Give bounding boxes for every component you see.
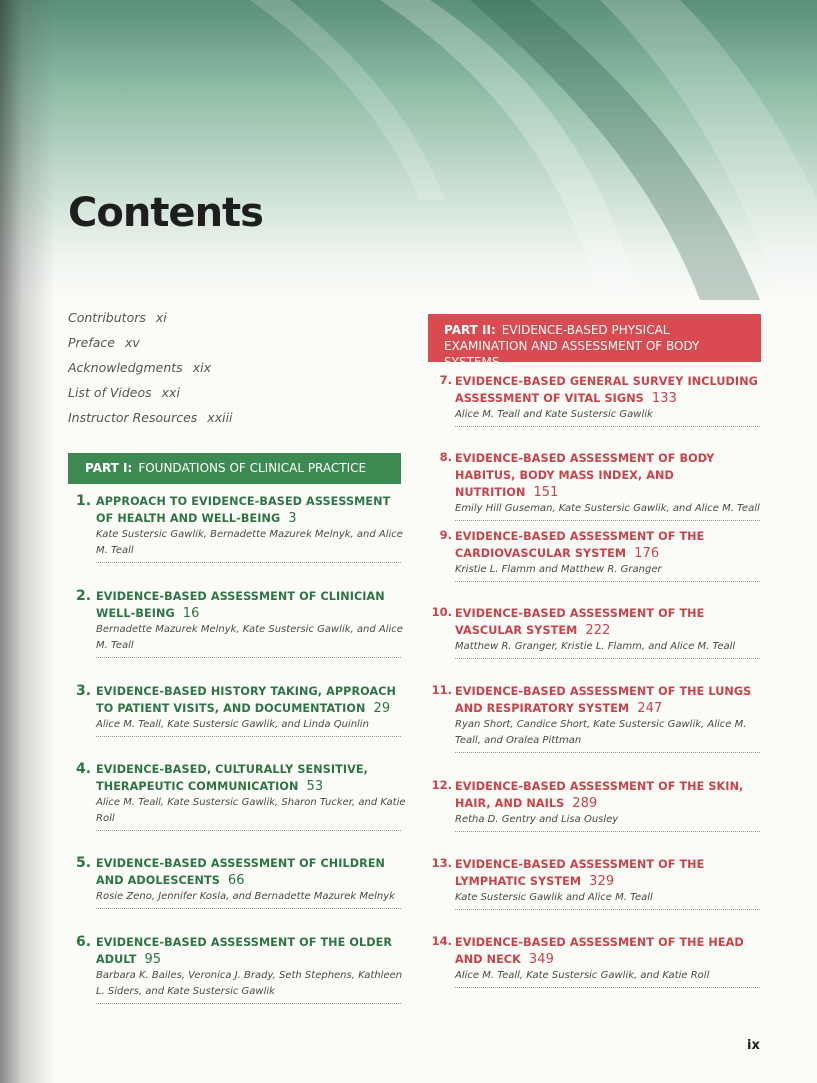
front-matter-page: xi <box>155 310 167 325</box>
chapter-divider <box>455 581 760 582</box>
chapter-title: EVIDENCE-BASED ASSESSMENT OF THE OLDER ADULT <box>96 936 393 966</box>
chapter-page: 151 <box>533 485 559 500</box>
chapter-number: 13. <box>431 856 452 870</box>
chapter-number: 4. <box>76 761 92 777</box>
chapter-title: EVIDENCE-BASED ASSESSMENT OF BODY HABITUS, BODY MASS INDEX, AND NUTRITION <box>455 452 715 499</box>
chapter-page: 66 <box>227 873 245 888</box>
part-2-title: EVIDENCE-BASED PHYSICAL EXAMINATION AND ASSESSMENT OF BODY SYSTEMS <box>444 323 700 369</box>
chapter-entry[interactable] <box>430 528 765 582</box>
chapter-page: 289 <box>572 796 598 811</box>
front-matter-item[interactable] <box>68 385 368 410</box>
chapter-number: 7. <box>439 373 452 387</box>
chapter-divider <box>455 520 760 521</box>
chapter-divider <box>455 426 760 427</box>
chapter-page: 133 <box>651 391 677 406</box>
chapter-divider <box>455 752 760 753</box>
chapter-entry[interactable] <box>430 683 765 753</box>
chapter-number: 10. <box>431 605 452 619</box>
chapter-divider <box>455 658 760 659</box>
chapter-title: EVIDENCE-BASED GENERAL SURVEY INCLUDING ASSESSMENT OF VITAL SIGNS <box>455 375 758 405</box>
front-matter-page: xxi <box>161 385 180 400</box>
chapter-entry[interactable] <box>76 683 411 737</box>
chapter-title: EVIDENCE-BASED ASSESSMENT OF THE LUNGS AND RESPIRATORY SYSTEM <box>455 685 752 715</box>
chapter-entry[interactable] <box>76 855 411 909</box>
chapter-number: 12. <box>431 778 452 792</box>
chapter-number: 9. <box>439 528 452 542</box>
chapter-authors: Alice M. Teall, Kate Sustersic Gawlik, and Katie Roll <box>455 970 710 981</box>
front-matter-label: Instructor Resources <box>68 410 198 425</box>
chapter-divider <box>455 909 760 910</box>
front-matter-item[interactable] <box>68 410 368 435</box>
chapter-entry[interactable] <box>430 450 765 521</box>
chapter-page: 95 <box>144 952 162 967</box>
chapter-authors: Alice M. Teall, Kate Sustersic Gawlik, and Linda Quinlin <box>96 719 369 730</box>
chapter-page: 247 <box>637 701 663 716</box>
chapter-authors: Emily Hill Guseman, Kate Sustersic Gawlik, and Alice M. Teall <box>455 503 760 514</box>
chapter-entry[interactable] <box>76 493 411 563</box>
chapter-number: 5. <box>76 855 92 871</box>
chapter-divider <box>96 1003 401 1004</box>
chapter-number: 8. <box>439 450 452 464</box>
chapter-page: 16 <box>182 606 200 621</box>
chapter-divider <box>96 830 401 831</box>
chapter-title: EVIDENCE-BASED ASSESSMENT OF THE CARDIOVASCULAR SYSTEM <box>455 530 705 560</box>
front-matter-label: Preface <box>68 335 115 350</box>
chapter-page: 222 <box>585 623 611 638</box>
front-matter-page: xxiii <box>207 410 233 425</box>
chapter-authors: Kate Sustersic Gawlik, Bernadette Mazurek Melnyk, and Alice M. Teall <box>96 529 403 556</box>
chapter-divider <box>455 987 760 988</box>
front-matter-item[interactable] <box>68 360 368 385</box>
chapter-entry[interactable] <box>430 934 765 988</box>
chapter-title: EVIDENCE-BASED ASSESSMENT OF THE VASCULAR SYSTEM <box>455 607 705 637</box>
chapter-title: EVIDENCE-BASED ASSESSMENT OF CLINICIAN WELL-BEING <box>96 590 385 620</box>
chapter-entry[interactable] <box>76 761 411 831</box>
part-1-banner <box>68 453 401 484</box>
chapter-authors: Matthew R. Granger, Kristie L. Flamm, and Alice M. Teall <box>455 641 736 652</box>
chapter-divider <box>96 562 401 563</box>
front-matter-list <box>68 310 368 435</box>
page-title: Contents <box>68 190 263 236</box>
chapter-number: 2. <box>76 588 92 604</box>
page-number: ix <box>747 1038 760 1053</box>
chapter-entry[interactable] <box>430 856 765 910</box>
chapter-number: 11. <box>431 683 452 697</box>
chapter-page: 349 <box>528 952 555 967</box>
chapter-title: EVIDENCE-BASED ASSESSMENT OF THE HEAD AND NECK <box>455 936 744 966</box>
chapter-title: EVIDENCE-BASED ASSESSMENT OF THE SKIN, HAIR, AND NAILS <box>455 780 744 810</box>
chapter-authors: Bernadette Mazurek Melnyk, Kate Sustersic Gawlik, and Alice M. Teall <box>96 624 403 651</box>
chapter-authors: Kristie L. Flamm and Matthew R. Granger <box>455 564 662 575</box>
front-matter-page: xv <box>125 335 140 350</box>
chapter-title: EVIDENCE-BASED, CULTURALLY SENSITIVE, THERAPEUTIC COMMUNICATION <box>96 763 368 793</box>
chapter-authors: Alice M. Teall, Kate Sustersic Gawlik, Sharon Tucker, and Katie Roll <box>96 797 406 824</box>
chapter-divider <box>455 831 760 832</box>
part-2-label: PART II: <box>444 323 496 337</box>
chapter-divider <box>96 657 401 658</box>
chapter-title: EVIDENCE-BASED HISTORY TAKING, APPROACH TO PATIENT VISITS, AND DOCUMENTATION <box>96 685 396 715</box>
chapter-divider <box>96 908 401 909</box>
chapter-page: 329 <box>589 874 615 889</box>
chapter-authors: Kate Sustersic Gawlik and Alice M. Teall <box>455 892 653 903</box>
chapter-number: 14. <box>431 934 452 948</box>
chapter-entry[interactable] <box>430 778 765 832</box>
chapter-number: 6. <box>76 934 92 950</box>
chapter-authors: Barbara K. Bailes, Veronica J. Brady, Seth Stephens, Kathleen L. Siders, and Kate Sustersic Gawlik <box>96 970 403 997</box>
chapter-entry[interactable] <box>76 934 411 1004</box>
part-1-label: PART I: <box>85 461 133 475</box>
chapter-title: APPROACH TO EVIDENCE-BASED ASSESSMENT OF HEALTH AND WELL-BEING <box>96 495 391 525</box>
chapter-authors: Alice M. Teall and Kate Sustersic Gawlik <box>455 409 653 420</box>
chapter-title: EVIDENCE-BASED ASSESSMENT OF CHILDREN AND ADOLESCENTS <box>96 857 386 887</box>
chapter-authors: Rosie Zeno, Jennifer Kosla, and Bernadette Mazurek Melnyk <box>96 891 395 902</box>
chapter-entry[interactable] <box>430 373 765 427</box>
chapter-title: EVIDENCE-BASED ASSESSMENT OF THE LYMPHATIC SYSTEM <box>455 858 705 888</box>
part-1-title: FOUNDATIONS OF CLINICAL PRACTICE <box>138 461 367 475</box>
chapter-number: 3. <box>76 683 92 699</box>
chapter-number: 1. <box>76 493 92 509</box>
front-matter-page: xix <box>192 360 211 375</box>
chapter-page: 3 <box>288 511 297 526</box>
part-2-banner <box>428 314 761 369</box>
chapter-divider <box>96 736 401 737</box>
chapter-entry[interactable] <box>430 605 765 659</box>
front-matter-item[interactable] <box>68 335 368 360</box>
front-matter-label: List of Videos <box>68 385 152 400</box>
header-background <box>0 0 817 300</box>
chapter-authors: Retha D. Gentry and Lisa Ousley <box>455 814 619 825</box>
chapter-authors: Ryan Short, Candice Short, Kate Sustersic Gawlik, Alice M. Teall, and Oralea Pittman <box>455 719 747 746</box>
front-matter-item[interactable] <box>68 310 368 335</box>
chapter-page: 53 <box>306 779 324 794</box>
chapter-entry[interactable] <box>76 588 411 658</box>
chapter-page: 29 <box>373 701 391 716</box>
front-matter-label: Acknowledgments <box>68 360 183 375</box>
front-matter-label: Contributors <box>68 310 146 325</box>
chapter-page: 176 <box>634 546 660 561</box>
header-swirl-graphic <box>0 0 817 300</box>
